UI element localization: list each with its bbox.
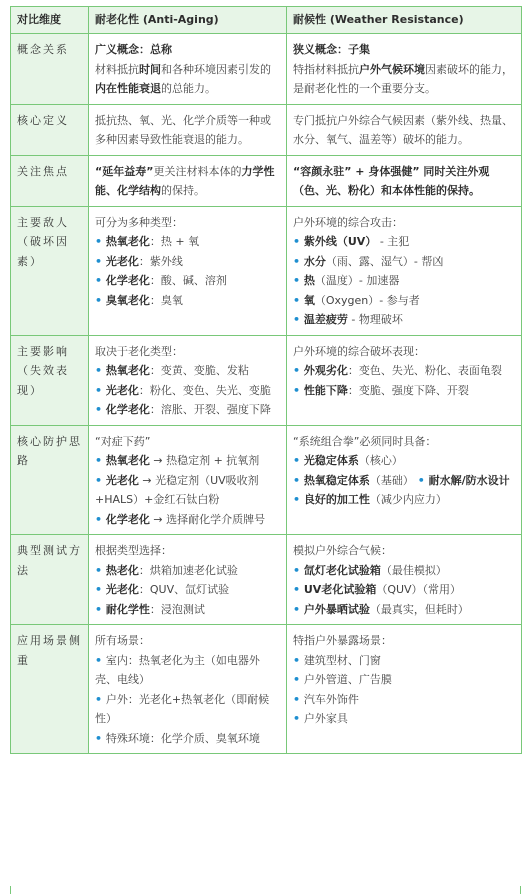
plain-text: 模拟户外综合气候： [293,544,392,557]
anti-aging-cell [89,34,287,105]
anti-aging-cell [89,535,287,625]
plain-text: → 光稳定剂（UV吸收剂+HALS）+金红石钛白粉 [95,473,259,506]
emphasis-text: 户外气候环境 [359,62,425,76]
bullet-dot: • [95,692,106,706]
bullet-dot: • [95,473,106,487]
cell-line [95,381,280,401]
cell-line [293,451,515,471]
bullet-dot: • [293,274,304,287]
emphasis-text: 热氧老化 [105,454,150,467]
plain-text: 可分为多种类型： [95,215,183,229]
emphasis-text: 热老化 [105,563,139,577]
cell-line [95,729,280,749]
emphasis-text: 耐水解/防水设计 [428,473,510,487]
cell-line [95,162,280,201]
plain-text: ：QUV、氙灯试验 [138,583,230,596]
emphasis-text: 光老化 [105,583,139,596]
emphasis-text: 光老化 [105,254,139,268]
plain-text: 特指户外暴露场景： [293,634,392,647]
bullet-dot: • [293,692,304,706]
weather-resistance-cell [287,155,522,206]
plain-text: 建筑型材、门窗 [303,653,381,667]
cell-line [293,111,515,150]
weather-resistance-cell [287,425,522,535]
cell-line [293,580,515,600]
weather-resistance-cell [287,625,522,754]
bullet-dot: • [293,313,304,326]
bullet-dot: • [95,454,106,467]
emphasis-text: 户外暴晒试验 [303,602,370,616]
bullet-dot: • [293,602,304,616]
plain-text: 因素破坏的能力，是耐老化性的一个重要分支。 [293,62,513,95]
emphasis-text: 化学老化 [105,403,150,416]
plain-text: ：酸、碱、溶剂 [149,274,227,287]
bullet-dot: • [95,512,106,526]
emphasis-text: “容颜永驻” + 身体强健” 同时关注外观（色、光、粉化）和本体性能的保持。 [293,164,490,197]
cell-line [293,631,515,651]
plain-text: 所有场景： [95,634,150,647]
cell-line [293,541,515,561]
bullet-dot: • [95,383,106,397]
cell-line [95,541,280,561]
plain-text: 室内：热氧老化为主（如电器外壳、电线） [95,653,260,686]
bullet-dot: • [293,364,304,377]
cell-line [95,432,280,452]
cell-line [95,510,280,530]
bullet-dot: • [95,274,106,287]
plain-text: ：粉化、变色、失光、变脆 [138,383,271,397]
emphasis-text: 内在性能衰退 [95,82,161,95]
plain-text: ：变脆、强度下降、开裂 [347,383,469,397]
plain-text: ：热 + 氧 [149,235,200,248]
comparison-table [10,6,522,754]
cell-line [95,252,280,272]
emphasis-text: 水分 [303,254,326,268]
emphasis-text: 光稳定体系 [303,454,359,467]
plain-text: （Oxygen）- 参与者 [314,293,420,307]
anti-aging-cell [89,104,287,155]
emphasis-text: 化学老化 [105,274,150,287]
bullet-dot: • [293,653,304,667]
cell-line [95,561,280,581]
plain-text: 更关注材料本体的 [153,164,242,178]
weather-resistance-cell [287,335,522,425]
cell-line [95,361,280,381]
emphasis-text: 光老化 [105,383,139,397]
plain-text: - 主犯 [376,235,410,248]
plain-text: 材料抵抗 [95,62,139,76]
cell-line [293,670,515,690]
emphasis-text: 紫外线（UV） [303,235,377,248]
table-row [11,155,522,206]
emphasis-text: 良好的加工性 [303,493,370,506]
plain-text: （雨、露、湿气）- 帮凶 [325,254,444,268]
table-header-row [11,7,522,34]
cell-line [293,213,515,233]
plain-text: 取决于老化类型： [95,344,183,358]
plain-text: （减少内应力） [369,493,447,506]
weather-resistance-cell [287,34,522,105]
cell-line [293,252,515,272]
cell-line [293,310,515,330]
emphasis-text: 力学性能、化学结构 [95,164,275,197]
cell-line [95,40,280,60]
bullet-dot: • [95,235,106,248]
emphasis-text: 臭氧老化 [105,293,150,307]
plain-text: （最佳模拟） [380,563,447,577]
row-dimension-label: 概念关系 [11,34,89,105]
cell-line [293,291,515,311]
bullet-dot: • [95,731,106,745]
cell-line [95,111,280,150]
emphasis-text: 热氧老化 [105,235,150,248]
bullet-dot: • [95,364,106,377]
comparison-table-container [10,6,521,754]
cell-line [293,690,515,710]
bullet-dot: • [293,473,304,487]
cell-line [293,342,515,362]
emphasis-text: 热氧老化 [105,364,150,377]
plain-text: ：溶胀、开裂、强度下降 [149,403,271,416]
cell-line [95,690,280,729]
emphasis-text: 性能下降 [303,383,348,397]
table-row [11,625,522,754]
plain-text: 特指材料抵抗 [293,62,359,76]
emphasis-text: 时间 [139,62,161,76]
plain-text: → 热稳定剂 + 抗氧剂 [149,454,260,467]
cell-line [293,432,515,452]
bullet-dot: • [293,235,304,248]
anti-aging-cell [89,155,287,206]
weather-resistance-cell [287,206,522,335]
bullet-dot: • [95,403,106,416]
anti-aging-cell [89,625,287,754]
row-dimension-label: 主要敌人（破坏因素） [11,206,89,335]
anti-aging-cell [89,335,287,425]
emphasis-text: 热 [303,274,315,287]
table-continuation-edge [10,886,521,894]
row-dimension-label: 核心防护思路 [11,425,89,535]
emphasis-text: 耐化学性 [105,602,150,616]
cell-line [95,60,280,99]
plain-text: 汽车外饰件 [303,692,359,706]
plain-text: （最真实，但耗时） [369,602,469,616]
cell-line [293,271,515,291]
table-row [11,34,522,105]
plain-text: → 选择耐化学介质牌号 [149,512,266,526]
weather-resistance-cell [287,104,522,155]
bullet-dot: • [293,383,304,397]
plain-text: ：紫外线 [138,254,183,268]
bullet-dot: • [95,563,106,577]
row-dimension-label: 应用场景侧重 [11,625,89,754]
cell-line [95,342,280,362]
bullet-dot: • [95,583,106,596]
cell-line [293,60,515,99]
cell-line [293,162,515,201]
emphasis-text: 热氧稳定体系 [303,473,370,487]
plain-text: 户外：光老化+热氧老化（即耐候性） [95,692,270,725]
bullet-dot: • [413,473,429,487]
cell-line [293,709,515,729]
bullet-dot: • [95,293,106,307]
plain-text: 户外管道、广告膜 [303,673,392,686]
emphasis-text: 氙灯老化试验箱 [303,563,381,577]
bullet-dot: • [293,454,304,467]
plain-text: （QUV）（常用） [376,583,462,596]
cell-line [293,40,515,60]
bullet-dot: • [95,254,106,268]
plain-text: 户外环境的综合攻击： [293,215,403,229]
plain-text: 专门抵抗户外综合气候因素（紫外线、热量、水分、氧气、温差等）破坏的能力。 [293,113,513,146]
plain-text: 的保持。 [161,184,205,197]
plain-text: 户外家具 [303,712,348,725]
cell-line [95,291,280,311]
header-anti-aging: 耐老化性 (Anti-Aging) [89,7,287,34]
table-row [11,335,522,425]
cell-line [95,580,280,600]
emphasis-text: UV老化试验箱 [303,583,377,596]
plain-text: “系统组合拳”必须同时具备： [293,434,437,448]
plain-text: 特殊环境：化学介质、臭氧环境 [105,731,260,745]
plain-text: ：浸泡测试 [149,602,205,616]
emphasis-text: 氧 [303,293,315,307]
cell-line [95,471,280,510]
cell-line [293,381,515,401]
table-row [11,425,522,535]
emphasis-text: 狭义概念：子集 [293,43,370,56]
plain-text: 的总能力。 [161,82,216,95]
weather-resistance-cell [287,535,522,625]
cell-line [293,471,515,491]
bullet-dot: • [95,653,106,667]
emphasis-text: 化学老化 [105,512,150,526]
cell-line [293,651,515,671]
bullet-dot: • [293,293,304,307]
plain-text: （温度）- 加速器 [314,274,400,287]
cell-line [293,600,515,620]
anti-aging-cell [89,206,287,335]
cell-line [293,361,515,381]
cell-line [95,232,280,252]
cell-line [293,561,515,581]
table-row [11,535,522,625]
emphasis-text: 外观劣化 [303,364,348,377]
cell-line [95,600,280,620]
bullet-dot: • [293,673,304,686]
plain-text: 根据类型选择： [95,544,172,557]
cell-line [95,651,280,690]
row-dimension-label: 主要影响（失效表现） [11,335,89,425]
cell-line [293,232,515,252]
bullet-dot: • [95,602,106,616]
plain-text: ：臭氧 [149,293,183,307]
bullet-dot: • [293,493,304,506]
emphasis-text: “延年益寿” [95,164,154,178]
cell-line [95,451,280,471]
plain-text: ：烘箱加速老化试验 [138,563,238,577]
table-row [11,104,522,155]
plain-text: “对症下药” [95,434,151,448]
plain-text: ：变色、失光、粉化、表面龟裂 [347,364,502,377]
bullet-dot: • [293,563,304,577]
plain-text: 和各种环境因素引发的 [161,62,271,76]
cell-line [293,490,515,510]
emphasis-text: 温差疲劳 [303,313,348,326]
row-dimension-label: 典型测试方法 [11,535,89,625]
cell-line [95,400,280,420]
plain-text: （核心） [358,454,403,467]
plain-text: ：变黄、变脆、发粘 [149,364,249,377]
cell-line [95,271,280,291]
header-weather-resistance: 耐候性 (Weather Resistance) [287,7,522,34]
bullet-dot: • [293,712,304,725]
emphasis-text: 广义概念：总称 [95,43,172,56]
bullet-dot: • [293,583,304,596]
bullet-dot: • [293,254,304,268]
anti-aging-cell [89,425,287,535]
emphasis-text: 光老化 [105,473,139,487]
plain-text: 户外环境的综合破坏表现： [293,344,425,358]
plain-text: 抵抗热、氧、光、化学介质等一种或多种因素导致性能衰退的能力。 [95,113,271,146]
row-dimension-label: 关注焦点 [11,155,89,206]
plain-text: （基础） [369,473,414,487]
table-row [11,206,522,335]
cell-line [95,631,280,651]
row-dimension-label: 核心定义 [11,104,89,155]
header-dimension: 对比维度 [11,7,89,34]
plain-text: - 物理破坏 [347,313,403,326]
cell-line [95,213,280,233]
